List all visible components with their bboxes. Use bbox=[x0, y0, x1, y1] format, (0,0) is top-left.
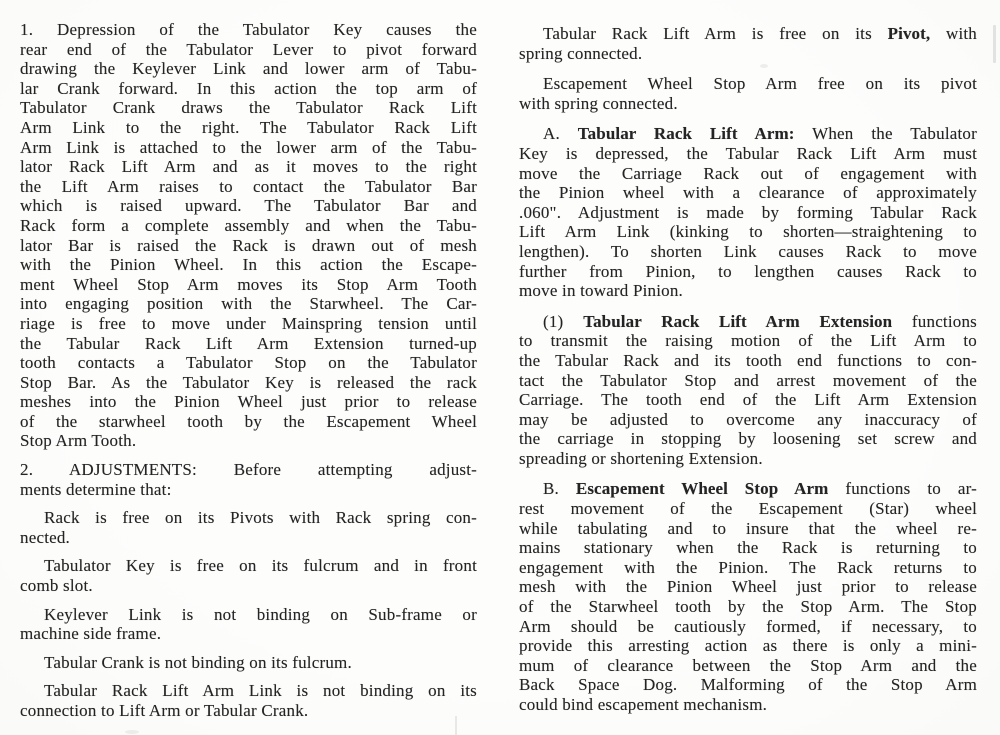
text-line: Tabular Rack Lift Arm Link is not binding on its bbox=[44, 681, 477, 701]
paragraph bbox=[20, 460, 477, 499]
text-line: spreading or shortening Extension. bbox=[519, 448, 763, 468]
text-line: further from Pinion, to lengthen causes Rack to bbox=[519, 261, 977, 281]
text-line: move in toward Pinion. bbox=[519, 281, 683, 301]
text-line: tooth contacts a Tabulator Stop on the Tabulator bbox=[20, 353, 477, 373]
text-line: the Pinion wheel with a clearance of approximately bbox=[519, 183, 977, 203]
text-line: mesh with the Pinion Wheel just prior to release bbox=[519, 577, 977, 597]
text-line: which is raised upward. The Tabulator Bar and bbox=[20, 196, 477, 216]
text-segment: Tabular Rack Lift Arm is free on its bbox=[543, 24, 888, 43]
text-line: into engaging position with the Starwheel. The Car- bbox=[20, 294, 477, 314]
text-line: rear end of the Tabulator Lever to pivot forward bbox=[20, 39, 477, 59]
paragraph bbox=[20, 20, 477, 451]
text-line: tact the Tabulator Stop and arrest movement of the bbox=[519, 370, 977, 390]
text-line: lator Bar is raised the Rack is drawn out of mesh bbox=[20, 235, 477, 255]
text-line: connection to Lift Arm or Tabular Crank. bbox=[20, 701, 309, 720]
text-line: move the Carriage Rack out of engagement with bbox=[519, 163, 977, 183]
text-line: comb slot. bbox=[20, 576, 93, 596]
text-line: ments determine that: bbox=[20, 479, 172, 499]
text-line: mum of clearance between the Stop Arm and the bbox=[519, 655, 977, 675]
text-segment: A. bbox=[543, 124, 578, 144]
text-segment: (1) bbox=[543, 311, 584, 331]
text-line: the carriage in stopping by loosening set screw and bbox=[519, 429, 977, 449]
paragraph bbox=[519, 24, 977, 63]
text-line: Stop Bar. As the Tabulator Key is released the rack bbox=[20, 372, 477, 392]
text-line: Carriage. The tooth end of the Lift Arm Extension bbox=[519, 390, 977, 410]
text-line: Rack form a complete assembly and when the Tabu- bbox=[20, 215, 477, 235]
text-line: the Tabular Rack Lift Arm Extension turned-up bbox=[20, 333, 477, 353]
scan-artifact-right-edge bbox=[993, 25, 996, 63]
text-line: Escapement Wheel Stop Arm free on its pivot bbox=[543, 74, 977, 94]
text-line: Lift Arm Link (kinking to shorten—straightening to bbox=[519, 222, 977, 242]
text-line: may be adjusted to overcome any inaccuracy of bbox=[519, 409, 977, 429]
text-line: drawing the Keylever Link and lower arm of Tabu- bbox=[20, 59, 477, 79]
paragraph bbox=[20, 556, 477, 595]
text-line: lar Crank forward. In this action the top arm of bbox=[20, 78, 477, 98]
text-line: machine side frame. bbox=[20, 624, 162, 644]
text-line: Keylever Link is not binding on Sub-frame or bbox=[44, 604, 477, 624]
text-line: ment Wheel Stop Arm moves its Stop Arm Tooth bbox=[20, 274, 477, 294]
text-line: nected. bbox=[20, 527, 71, 547]
text-line: riage is free to move under Mainspring tension until bbox=[20, 313, 477, 333]
paragraph bbox=[20, 508, 477, 547]
text-line: of the Starwheel tooth by the Stop Arm. The Stop bbox=[519, 597, 977, 617]
text-line: with the Pinion Wheel. In this action the Escape- bbox=[20, 255, 477, 275]
paragraph bbox=[519, 124, 977, 300]
text-line: of the starwheel tooth by the Escapement Wheel bbox=[20, 411, 477, 431]
text-column-right bbox=[519, 24, 977, 715]
text-line: to transmit the raising motion of the Lift Arm to bbox=[519, 331, 977, 351]
text-line: 1. Depression of the Tabulator Key causes the bbox=[20, 20, 477, 39]
text-line: Key is depressed, the Tabular Rack Lift Arm must bbox=[519, 143, 977, 163]
text-line bbox=[519, 312, 977, 332]
text-line: mains stationary when the Rack is returning to bbox=[519, 538, 977, 558]
bold-text-segment: Pivot, bbox=[887, 24, 931, 43]
text-line: meshes into the Pinion Wheel just prior to release bbox=[20, 392, 477, 412]
text-line: Stop Arm Tooth. bbox=[20, 431, 137, 451]
bold-text-segment: Tabular Rack Lift Arm: bbox=[577, 124, 795, 144]
text-line: Back Space Dog. Malforming of the Stop Arm bbox=[519, 675, 977, 695]
text-line: .060". Adjustment is made by forming Tabular Rack bbox=[519, 202, 977, 222]
text-line: rest movement of the Escapement (Star) wheel bbox=[519, 499, 977, 519]
scan-artifact-bottom-line bbox=[455, 716, 457, 735]
text-segment: functions to ar- bbox=[828, 479, 977, 499]
paragraph bbox=[20, 653, 477, 673]
bold-text-segment: Escapement Wheel Stop Arm bbox=[575, 479, 829, 499]
text-column-left bbox=[20, 20, 477, 721]
bold-text-segment: Tabular Rack Lift Arm Extension bbox=[583, 311, 893, 331]
text-line bbox=[519, 479, 977, 499]
text-line: engagement with the Pinion. The Rack returns to bbox=[519, 557, 977, 577]
text-line: could bind escapement mechanism. bbox=[519, 695, 768, 714]
scan-artifact-smudge bbox=[760, 64, 768, 68]
text-segment: B. bbox=[543, 479, 576, 499]
text-line: Tabulator Crank draws the Tabulator Rack Lift bbox=[20, 98, 477, 118]
text-line: provide this arresting action as there is only a mini- bbox=[519, 636, 977, 656]
text-segment: with bbox=[930, 24, 978, 43]
text-segment: functions bbox=[892, 311, 977, 331]
text-line: lator Rack Lift Arm and as it moves to the right bbox=[20, 157, 477, 177]
paragraph bbox=[20, 605, 477, 644]
text-line: Tabular Crank is not binding on its fulcrum. bbox=[44, 652, 352, 672]
text-line: Arm should be cautiously formed, if necessary, to bbox=[519, 616, 977, 636]
scan-artifact-smudge bbox=[125, 730, 139, 734]
text-line bbox=[519, 124, 977, 144]
text-line: Rack is free on its Pivots with Rack spring con- bbox=[44, 508, 477, 528]
text-line: Tabulator Key is free on its fulcrum and in front bbox=[44, 556, 477, 576]
paragraph bbox=[20, 681, 477, 720]
text-line: Arm Link to the right. The Tabulator Rack Lift bbox=[20, 117, 477, 137]
paragraph bbox=[519, 312, 977, 469]
text-line: 2. ADJUSTMENTS: Before attempting adjust- bbox=[20, 460, 477, 480]
text-line: Arm Link is attached to the lower arm of the Tabu- bbox=[20, 137, 477, 157]
text-line: while tabulating and to insure that the wheel re- bbox=[519, 518, 977, 538]
paragraph bbox=[519, 479, 977, 714]
text-segment: When the Tabulator bbox=[794, 124, 977, 144]
text-line: the Tabular Rack and its tooth end functions to con- bbox=[519, 350, 977, 370]
text-line: spring connected. bbox=[519, 43, 643, 63]
paragraph bbox=[519, 74, 977, 113]
text-line: with spring connected. bbox=[519, 93, 678, 113]
text-line: lengthen). To shorten Link causes Rack to move bbox=[519, 241, 977, 261]
text-line bbox=[519, 24, 977, 44]
text-line: the Lift Arm raises to contact the Tabulator Bar bbox=[20, 176, 477, 196]
